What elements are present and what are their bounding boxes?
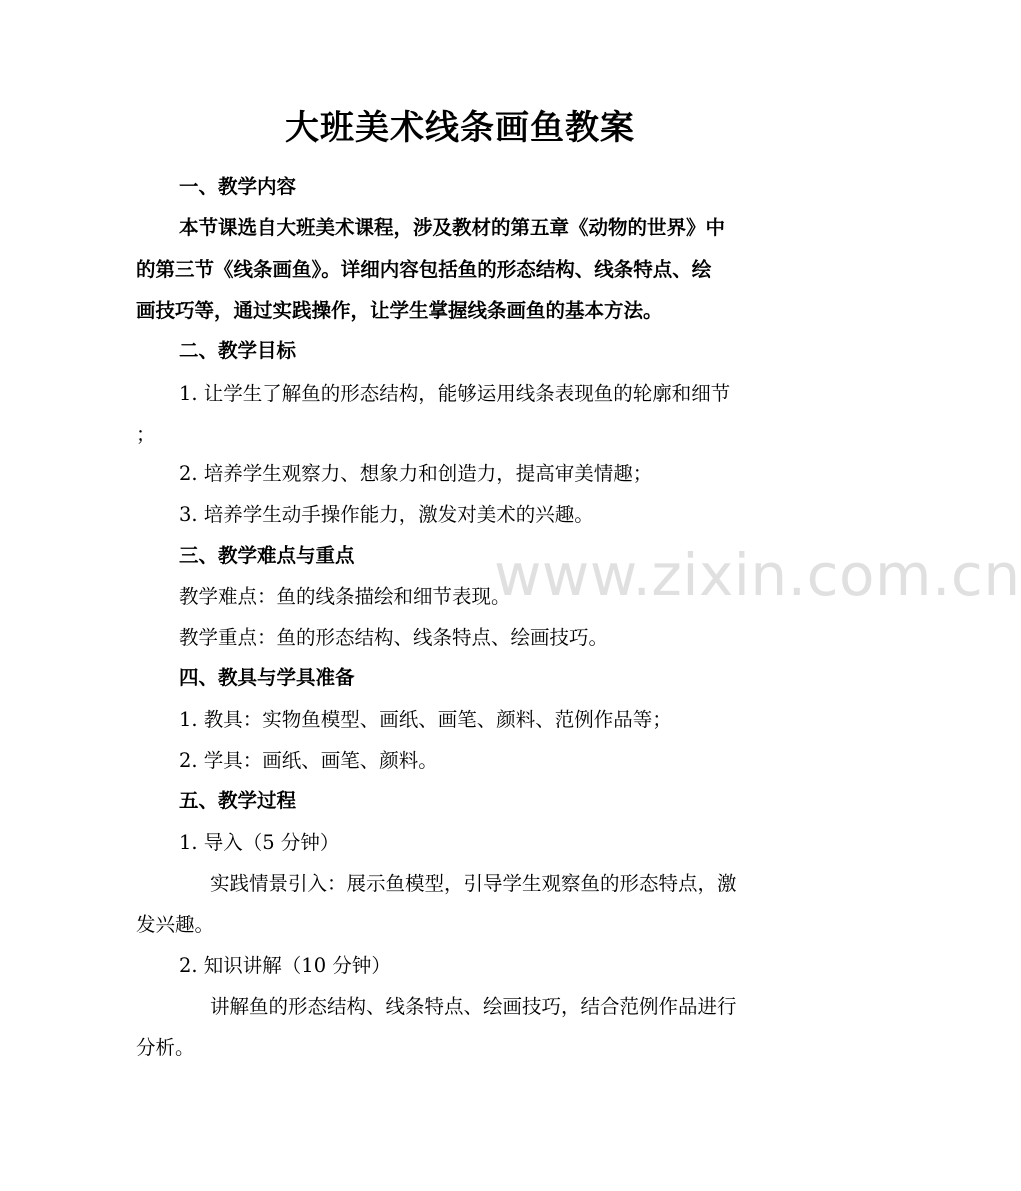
list-item: 1. 导入（5 分钟） <box>179 831 340 854</box>
watermark: www.zixin.com.cn <box>494 541 1021 609</box>
document-title: 大班美术线条画鱼教案 <box>285 108 635 148</box>
list-item: 3. 培养学生动手操作能力，激发对美术的兴趣。 <box>179 503 594 526</box>
list-item: 2. 学具：画纸、画笔、颜料。 <box>179 749 438 772</box>
section-heading-content: 一、教学内容 <box>179 175 297 198</box>
section-heading-materials: 四、教具与学具准备 <box>179 666 355 689</box>
list-item-continuation: ； <box>136 423 156 446</box>
list-item: 1. 教具：实物鱼模型、画纸、画笔、颜料、范例作品等； <box>179 708 672 731</box>
paragraph-line: 教学重点：鱼的形态结构、线条特点、绘画技巧。 <box>179 626 609 649</box>
section-heading-process: 五、教学过程 <box>179 789 297 812</box>
section-heading-goals: 二、教学目标 <box>179 339 297 362</box>
paragraph-line: 实践情景引入：展示鱼模型，引导学生观察鱼的形态特点，激 <box>210 872 737 895</box>
list-item: 1. 让学生了解鱼的形态结构，能够运用线条表现鱼的轮廓和细节 <box>179 382 731 405</box>
paragraph-line: 教学难点：鱼的线条描绘和细节表现。 <box>179 585 511 608</box>
paragraph-line: 本节课选自大班美术课程，涉及教材的第五章《动物的世界》中 <box>179 216 726 239</box>
section-heading-key-points: 三、教学难点与重点 <box>179 544 355 567</box>
list-item: 2. 培养学生观察力、想象力和创造力，提高审美情趣； <box>179 462 653 485</box>
paragraph-line: 发兴趣。 <box>136 913 215 936</box>
paragraph-line: 画技巧等，通过实践操作，让学生掌握线条画鱼的基本方法。 <box>136 299 663 322</box>
paragraph-line: 的第三节《线条画鱼》。详细内容包括鱼的形态结构、线条特点、绘 <box>136 258 712 281</box>
paragraph-line: 分析。 <box>136 1036 195 1059</box>
paragraph-line: 讲解鱼的形态结构、线条特点、绘画技巧，结合范例作品进行 <box>210 995 737 1018</box>
list-item: 2. 知识讲解（10 分钟） <box>179 954 391 977</box>
